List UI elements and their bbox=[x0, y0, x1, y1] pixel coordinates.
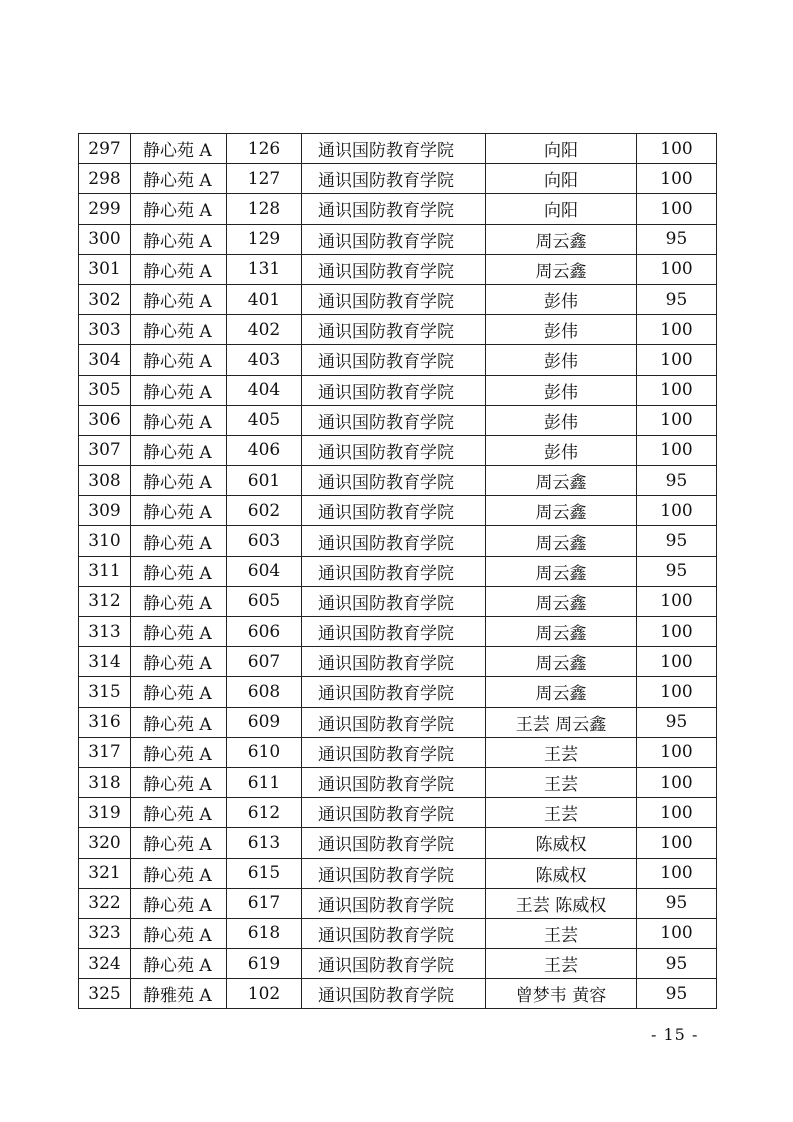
score-cell: 95 bbox=[637, 707, 717, 737]
score-cell: 100 bbox=[637, 737, 717, 767]
table-row bbox=[79, 707, 717, 737]
score-cell: 95 bbox=[637, 556, 717, 586]
inspector-cell: 王芸 bbox=[486, 918, 637, 948]
table-row bbox=[79, 647, 717, 677]
inspector-cell: 王芸 周云鑫 bbox=[486, 707, 637, 737]
college-cell: 通识国防教育学院 bbox=[302, 284, 486, 314]
building-cell: 静心苑 A bbox=[131, 375, 227, 405]
table-row bbox=[79, 254, 717, 284]
inspector-cell: 彭伟 bbox=[486, 315, 637, 345]
table-body bbox=[79, 134, 717, 1009]
table-row bbox=[79, 496, 717, 526]
room-cell: 404 bbox=[227, 375, 302, 405]
inspector-cell: 周云鑫 bbox=[486, 224, 637, 254]
building-cell: 静心苑 A bbox=[131, 405, 227, 435]
score-cell: 100 bbox=[637, 858, 717, 888]
building-cell: 静心苑 A bbox=[131, 284, 227, 314]
table-row bbox=[79, 617, 717, 647]
inspector-cell: 周云鑫 bbox=[486, 556, 637, 586]
college-cell: 通识国防教育学院 bbox=[302, 496, 486, 526]
seq-cell: 321 bbox=[79, 858, 131, 888]
inspector-cell: 周云鑫 bbox=[486, 617, 637, 647]
seq-cell: 314 bbox=[79, 647, 131, 677]
seq-cell: 297 bbox=[79, 134, 131, 164]
college-cell: 通识国防教育学院 bbox=[302, 767, 486, 797]
seq-cell: 319 bbox=[79, 798, 131, 828]
table-row bbox=[79, 918, 717, 948]
score-cell: 100 bbox=[637, 767, 717, 797]
room-cell: 605 bbox=[227, 586, 302, 616]
seq-cell: 315 bbox=[79, 677, 131, 707]
table-row bbox=[79, 979, 717, 1009]
dormitory-score-table-wrapper bbox=[78, 133, 716, 1009]
score-cell: 100 bbox=[637, 134, 717, 164]
room-cell: 602 bbox=[227, 496, 302, 526]
table-row bbox=[79, 828, 717, 858]
college-cell: 通识国防教育学院 bbox=[302, 466, 486, 496]
table-row bbox=[79, 466, 717, 496]
room-cell: 401 bbox=[227, 284, 302, 314]
seq-cell: 311 bbox=[79, 556, 131, 586]
dormitory-score-table bbox=[78, 133, 717, 1009]
seq-cell: 312 bbox=[79, 586, 131, 616]
inspector-cell: 彭伟 bbox=[486, 284, 637, 314]
room-cell: 131 bbox=[227, 254, 302, 284]
room-cell: 608 bbox=[227, 677, 302, 707]
college-cell: 通识国防教育学院 bbox=[302, 737, 486, 767]
college-cell: 通识国防教育学院 bbox=[302, 345, 486, 375]
score-cell: 100 bbox=[637, 254, 717, 284]
score-cell: 100 bbox=[637, 164, 717, 194]
building-cell: 静心苑 A bbox=[131, 194, 227, 224]
page-number: - 15 - bbox=[651, 1025, 699, 1044]
score-cell: 100 bbox=[637, 435, 717, 465]
inspector-cell: 向阳 bbox=[486, 134, 637, 164]
seq-cell: 305 bbox=[79, 375, 131, 405]
seq-cell: 298 bbox=[79, 164, 131, 194]
building-cell: 静心苑 A bbox=[131, 254, 227, 284]
inspector-cell: 周云鑫 bbox=[486, 647, 637, 677]
inspector-cell: 彭伟 bbox=[486, 375, 637, 405]
building-cell: 静心苑 A bbox=[131, 556, 227, 586]
table-row bbox=[79, 315, 717, 345]
score-cell: 95 bbox=[637, 224, 717, 254]
score-cell: 95 bbox=[637, 284, 717, 314]
table-row bbox=[79, 767, 717, 797]
inspector-cell: 王芸 陈威权 bbox=[486, 888, 637, 918]
score-cell: 100 bbox=[637, 798, 717, 828]
table-row bbox=[79, 858, 717, 888]
inspector-cell: 彭伟 bbox=[486, 435, 637, 465]
college-cell: 通识国防教育学院 bbox=[302, 707, 486, 737]
seq-cell: 308 bbox=[79, 466, 131, 496]
building-cell: 静心苑 A bbox=[131, 164, 227, 194]
building-cell: 静心苑 A bbox=[131, 707, 227, 737]
building-cell: 静心苑 A bbox=[131, 617, 227, 647]
seq-cell: 324 bbox=[79, 949, 131, 979]
inspector-cell: 王芸 bbox=[486, 767, 637, 797]
room-cell: 618 bbox=[227, 918, 302, 948]
table-row bbox=[79, 405, 717, 435]
inspector-cell: 王芸 bbox=[486, 949, 637, 979]
seq-cell: 310 bbox=[79, 526, 131, 556]
college-cell: 通识国防教育学院 bbox=[302, 405, 486, 435]
college-cell: 通识国防教育学院 bbox=[302, 647, 486, 677]
building-cell: 静心苑 A bbox=[131, 737, 227, 767]
table-row bbox=[79, 194, 717, 224]
table-row bbox=[79, 224, 717, 254]
table-row bbox=[79, 556, 717, 586]
building-cell: 静心苑 A bbox=[131, 677, 227, 707]
college-cell: 通识国防教育学院 bbox=[302, 586, 486, 616]
building-cell: 静心苑 A bbox=[131, 496, 227, 526]
seq-cell: 320 bbox=[79, 828, 131, 858]
score-cell: 100 bbox=[637, 345, 717, 375]
seq-cell: 316 bbox=[79, 707, 131, 737]
table-row bbox=[79, 375, 717, 405]
inspector-cell: 彭伟 bbox=[486, 345, 637, 375]
table-row bbox=[79, 677, 717, 707]
seq-cell: 325 bbox=[79, 979, 131, 1009]
room-cell: 402 bbox=[227, 315, 302, 345]
seq-cell: 318 bbox=[79, 767, 131, 797]
building-cell: 静心苑 A bbox=[131, 345, 227, 375]
building-cell: 静心苑 A bbox=[131, 888, 227, 918]
score-cell: 100 bbox=[637, 677, 717, 707]
college-cell: 通识国防教育学院 bbox=[302, 888, 486, 918]
building-cell: 静心苑 A bbox=[131, 315, 227, 345]
college-cell: 通识国防教育学院 bbox=[302, 194, 486, 224]
room-cell: 610 bbox=[227, 737, 302, 767]
seq-cell: 303 bbox=[79, 315, 131, 345]
college-cell: 通识国防教育学院 bbox=[302, 435, 486, 465]
room-cell: 606 bbox=[227, 617, 302, 647]
seq-cell: 300 bbox=[79, 224, 131, 254]
inspector-cell: 周云鑫 bbox=[486, 254, 637, 284]
score-cell: 100 bbox=[637, 828, 717, 858]
table-row bbox=[79, 134, 717, 164]
score-cell: 95 bbox=[637, 526, 717, 556]
room-cell: 612 bbox=[227, 798, 302, 828]
table-row bbox=[79, 435, 717, 465]
college-cell: 通识国防教育学院 bbox=[302, 858, 486, 888]
building-cell: 静心苑 A bbox=[131, 828, 227, 858]
room-cell: 126 bbox=[227, 134, 302, 164]
college-cell: 通识国防教育学院 bbox=[302, 918, 486, 948]
building-cell: 静心苑 A bbox=[131, 949, 227, 979]
inspector-cell: 周云鑫 bbox=[486, 677, 637, 707]
score-cell: 95 bbox=[637, 466, 717, 496]
score-cell: 100 bbox=[637, 315, 717, 345]
inspector-cell: 陈威权 bbox=[486, 858, 637, 888]
table-row bbox=[79, 888, 717, 918]
room-cell: 604 bbox=[227, 556, 302, 586]
seq-cell: 301 bbox=[79, 254, 131, 284]
building-cell: 静心苑 A bbox=[131, 435, 227, 465]
seq-cell: 317 bbox=[79, 737, 131, 767]
seq-cell: 299 bbox=[79, 194, 131, 224]
college-cell: 通识国防教育学院 bbox=[302, 828, 486, 858]
college-cell: 通识国防教育学院 bbox=[302, 315, 486, 345]
score-cell: 95 bbox=[637, 979, 717, 1009]
inspector-cell: 周云鑫 bbox=[486, 496, 637, 526]
inspector-cell: 向阳 bbox=[486, 164, 637, 194]
score-cell: 100 bbox=[637, 586, 717, 616]
table-row bbox=[79, 526, 717, 556]
room-cell: 601 bbox=[227, 466, 302, 496]
room-cell: 613 bbox=[227, 828, 302, 858]
college-cell: 通识国防教育学院 bbox=[302, 164, 486, 194]
inspector-cell: 陈威权 bbox=[486, 828, 637, 858]
college-cell: 通识国防教育学院 bbox=[302, 526, 486, 556]
score-cell: 95 bbox=[637, 949, 717, 979]
room-cell: 611 bbox=[227, 767, 302, 797]
score-cell: 95 bbox=[637, 888, 717, 918]
room-cell: 609 bbox=[227, 707, 302, 737]
room-cell: 102 bbox=[227, 979, 302, 1009]
seq-cell: 313 bbox=[79, 617, 131, 647]
seq-cell: 302 bbox=[79, 284, 131, 314]
inspector-cell: 向阳 bbox=[486, 194, 637, 224]
table-row bbox=[79, 949, 717, 979]
inspector-cell: 周云鑫 bbox=[486, 526, 637, 556]
seq-cell: 307 bbox=[79, 435, 131, 465]
building-cell: 静心苑 A bbox=[131, 647, 227, 677]
table-row bbox=[79, 798, 717, 828]
building-cell: 静心苑 A bbox=[131, 466, 227, 496]
room-cell: 403 bbox=[227, 345, 302, 375]
college-cell: 通识国防教育学院 bbox=[302, 798, 486, 828]
score-cell: 100 bbox=[637, 617, 717, 647]
room-cell: 615 bbox=[227, 858, 302, 888]
building-cell: 静心苑 A bbox=[131, 586, 227, 616]
score-cell: 100 bbox=[637, 375, 717, 405]
room-cell: 603 bbox=[227, 526, 302, 556]
college-cell: 通识国防教育学院 bbox=[302, 254, 486, 284]
room-cell: 619 bbox=[227, 949, 302, 979]
score-cell: 100 bbox=[637, 496, 717, 526]
seq-cell: 322 bbox=[79, 888, 131, 918]
room-cell: 406 bbox=[227, 435, 302, 465]
seq-cell: 323 bbox=[79, 918, 131, 948]
college-cell: 通识国防教育学院 bbox=[302, 617, 486, 647]
college-cell: 通识国防教育学院 bbox=[302, 949, 486, 979]
inspector-cell: 王芸 bbox=[486, 798, 637, 828]
college-cell: 通识国防教育学院 bbox=[302, 979, 486, 1009]
room-cell: 607 bbox=[227, 647, 302, 677]
score-cell: 100 bbox=[637, 918, 717, 948]
table-row bbox=[79, 164, 717, 194]
college-cell: 通识国防教育学院 bbox=[302, 134, 486, 164]
building-cell: 静心苑 A bbox=[131, 134, 227, 164]
score-cell: 100 bbox=[637, 194, 717, 224]
room-cell: 617 bbox=[227, 888, 302, 918]
building-cell: 静心苑 A bbox=[131, 767, 227, 797]
college-cell: 通识国防教育学院 bbox=[302, 375, 486, 405]
building-cell: 静心苑 A bbox=[131, 224, 227, 254]
table-row bbox=[79, 345, 717, 375]
room-cell: 129 bbox=[227, 224, 302, 254]
seq-cell: 304 bbox=[79, 345, 131, 375]
building-cell: 静心苑 A bbox=[131, 918, 227, 948]
inspector-cell: 彭伟 bbox=[486, 405, 637, 435]
college-cell: 通识国防教育学院 bbox=[302, 556, 486, 586]
table-row bbox=[79, 737, 717, 767]
college-cell: 通识国防教育学院 bbox=[302, 677, 486, 707]
inspector-cell: 周云鑫 bbox=[486, 466, 637, 496]
building-cell: 静心苑 A bbox=[131, 858, 227, 888]
table-row bbox=[79, 284, 717, 314]
table-row bbox=[79, 586, 717, 616]
building-cell: 静心苑 A bbox=[131, 798, 227, 828]
room-cell: 405 bbox=[227, 405, 302, 435]
inspector-cell: 周云鑫 bbox=[486, 586, 637, 616]
room-cell: 128 bbox=[227, 194, 302, 224]
score-cell: 100 bbox=[637, 405, 717, 435]
building-cell: 静雅苑 A bbox=[131, 979, 227, 1009]
inspector-cell: 曾梦韦 黄容 bbox=[486, 979, 637, 1009]
room-cell: 127 bbox=[227, 164, 302, 194]
seq-cell: 306 bbox=[79, 405, 131, 435]
inspector-cell: 王芸 bbox=[486, 737, 637, 767]
score-cell: 100 bbox=[637, 647, 717, 677]
college-cell: 通识国防教育学院 bbox=[302, 224, 486, 254]
building-cell: 静心苑 A bbox=[131, 526, 227, 556]
seq-cell: 309 bbox=[79, 496, 131, 526]
